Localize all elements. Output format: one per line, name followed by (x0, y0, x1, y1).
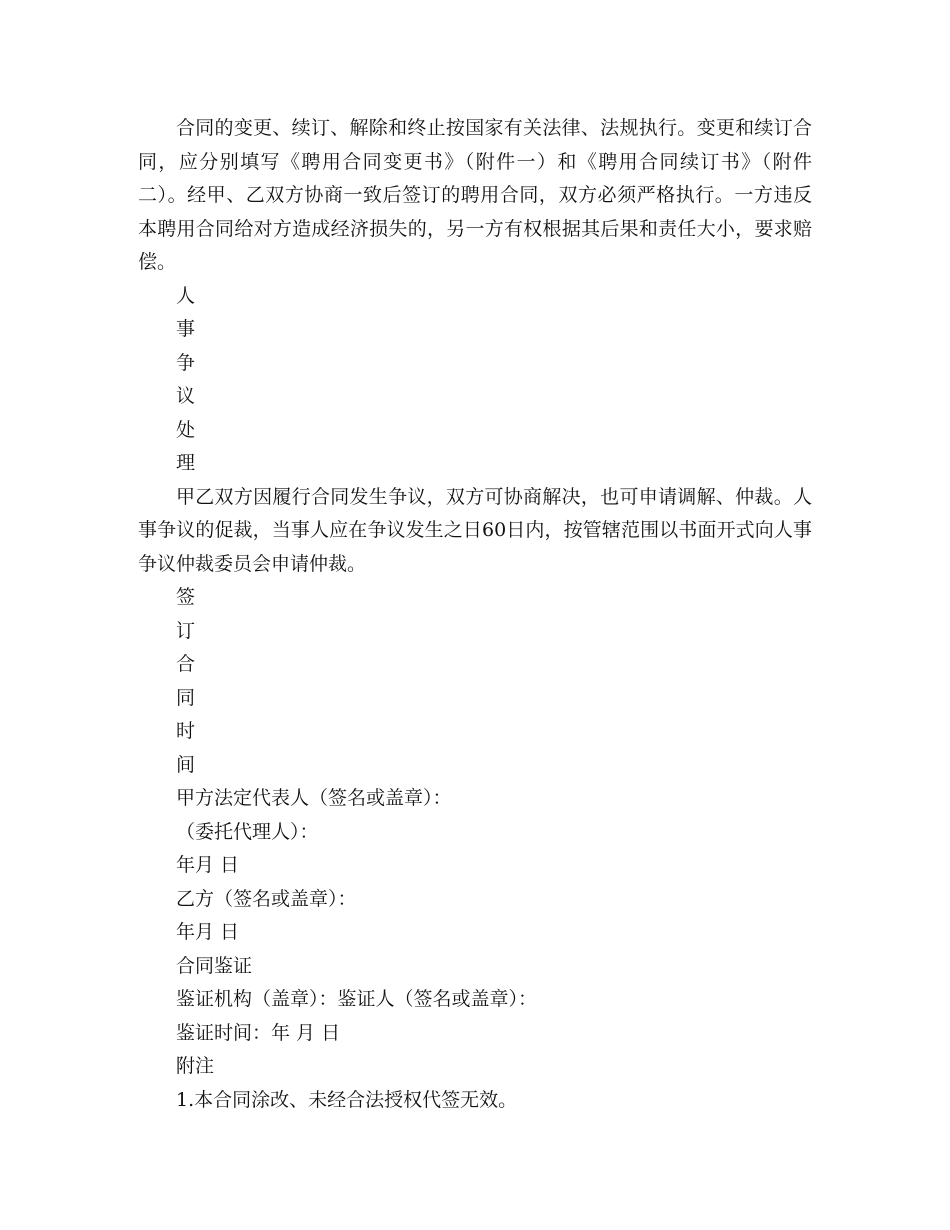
heading-char: 事 (176, 318, 196, 340)
party-b-signature: 乙方（签名或盖章）： (176, 887, 357, 910)
paragraph-dispute: 甲乙双方因履行合同发生争议，双方可协商解决，也可申请调解、仲裁。人事争议的促裁，当事人应在争议发生之日60日内，按管辖范围以书面开式向人事争议仲裁委员会申请仲裁。 (138, 485, 812, 575)
document-body (138, 112, 812, 1117)
date-party-a: 年月 日 (176, 854, 240, 876)
verification-title: 合同鉴证 (176, 954, 253, 977)
verification-time: 鉴证时间：年 月 日 (176, 1021, 341, 1044)
notes-title: 附注 (176, 1055, 215, 1077)
heading-dispute-handling (138, 280, 812, 481)
heading-char: 处 (176, 418, 196, 441)
heading-char: 人 (176, 284, 196, 307)
verification-organization: 鉴证机构（盖章）：鉴证人（签名或盖章）： (176, 988, 538, 1010)
heading-char: 合 (176, 653, 196, 675)
paragraph-contract-change: 合同的变更、续订、解除和终止按国家有关法律、法规执行。变更和续订合同，应分别填写《聘用合同变更书》（附件一）和《聘用合同续订书》（附件二）。经甲、乙双方协商一致后签订的聘用合同，双方必须严格执行。一方违反本聘用合同给对方造成经济损失的，另一方有权根据其后果和责任大小，要求赔偿。 (138, 117, 812, 273)
note-item-1: 1.本合同涂改、未经合法授权代签无效。 (176, 1088, 518, 1111)
heading-signing-time (138, 581, 812, 782)
heading-char: 议 (176, 385, 196, 407)
heading-char: 订 (176, 619, 196, 642)
authorized-agent: （委托代理人）： (176, 820, 319, 843)
heading-char: 争 (176, 351, 196, 374)
date-party-b: 年月 日 (176, 921, 240, 943)
heading-char: 理 (176, 452, 196, 474)
party-a-representative: 甲方法定代表人（签名或盖章）： (176, 787, 452, 809)
heading-char: 签 (176, 586, 196, 608)
heading-char: 时 (176, 720, 196, 742)
heading-char: 同 (176, 686, 196, 709)
heading-char: 间 (176, 753, 196, 776)
